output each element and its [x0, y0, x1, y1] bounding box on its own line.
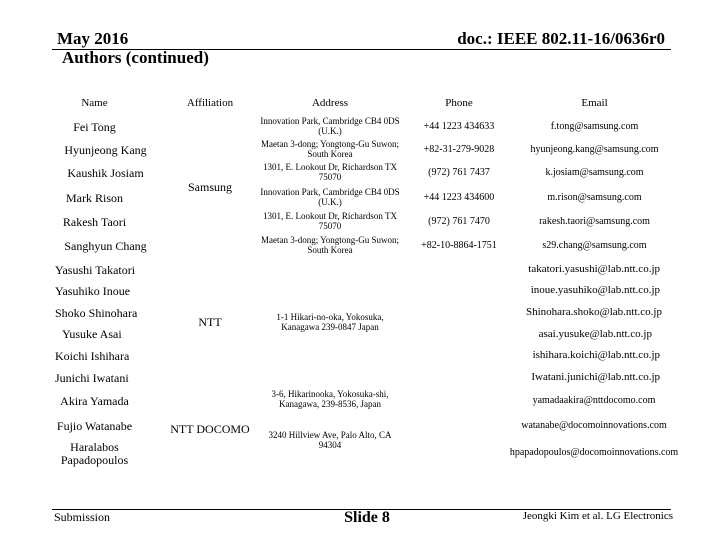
author-email: f.tong@samsung.com	[550, 121, 639, 133]
author-name: Sanghyun Chang	[64, 239, 147, 254]
author-email: watanabe@docomoinnovations.com	[521, 419, 667, 431]
author-address: 1301, E. Lookout Dr, Richardson TX 75070	[263, 162, 397, 182]
column-header-phone: Phone	[445, 97, 473, 110]
author-phone: (972) 761 7470	[428, 216, 490, 228]
author-email: Shinohara.shoko@lab.ntt.co.jp	[525, 306, 662, 319]
author-email: k.josiam@samsung.com	[545, 167, 644, 179]
author-phone: +82-31-279-9028	[423, 144, 495, 156]
author-name: Yasushi Takatori	[55, 262, 136, 277]
author-phone: +82-10-8864-1751	[421, 240, 497, 252]
author-name: Yasuhiko Inoue	[55, 283, 131, 298]
docomo-address-palo-alto: 3240 Hillview Ave, Palo Alto, CA 94304	[268, 430, 392, 450]
author-email: takatori.yasushi@lab.ntt.co.jp	[528, 263, 660, 276]
author-email: asai.yusuke@lab.ntt.co.jp	[538, 328, 652, 341]
docomo-address-japan: 3-6, Hikarinooka, Yokosuka-shi, Kanagawa, 239-8536, Japan	[271, 389, 389, 409]
author-email: s29.chang@samsung.com	[542, 240, 647, 252]
author-address: Maetan 3-dong; Yongtong-Gu Suwon; South Korea	[260, 235, 399, 255]
author-name: Akira Yamada	[60, 393, 129, 408]
author-email: ishihara.koichi@lab.ntt.co.jp	[532, 349, 660, 362]
page-title: Authors (continued)	[62, 48, 209, 67]
footer-author: Jeongki Kim et al. LG Electronics	[522, 510, 673, 522]
author-email: inoue.yasuhiko@lab.ntt.co.jp	[530, 284, 660, 297]
column-header-address: Address	[311, 97, 349, 110]
author-name: Shoko Shinohara	[55, 305, 138, 320]
author-name: Mark Rison	[66, 191, 123, 206]
column-header-affiliation: Affiliation	[186, 97, 234, 110]
footer-slide-number: Slide 8	[344, 509, 390, 526]
author-name: Koichi Ishihara	[55, 348, 130, 363]
author-email: rakesh.taori@samsung.com	[539, 216, 650, 228]
author-phone: +44 1223 434600	[423, 192, 495, 204]
header-date: May 2016	[57, 29, 129, 48]
author-address: Innovation Park, Cambridge CB4 0DS (U.K.)	[260, 187, 400, 207]
author-email: yamadaakira@nttdocomo.com	[532, 394, 656, 406]
ntt-address: 1-1 Hikari-no-oka, Yokosuka, Kanagawa 239-0847 Japan	[276, 312, 384, 332]
author-name: Hyunjeong Kang	[64, 143, 147, 158]
author-email: hyunjeong.kang@samsung.com	[530, 144, 659, 156]
author-name: Kaushik Josiam	[67, 166, 144, 181]
column-header-name: Name	[81, 97, 108, 110]
author-name: Fei Tong	[73, 120, 116, 135]
footer-submission: Submission	[54, 510, 111, 524]
author-address: 1301, E. Lookout Dr, Richardson TX 75070	[263, 211, 397, 231]
author-email: m.rison@samsung.com	[547, 192, 642, 204]
affiliation-ntt: NTT	[198, 315, 222, 330]
author-name: Haralabos Papadopoulos	[60, 440, 129, 467]
author-email: Iwatani.junichi@lab.ntt.co.jp	[531, 371, 660, 384]
author-phone: +44 1223 434633	[423, 121, 495, 133]
author-name: Fujio Watanabe	[56, 418, 133, 433]
author-name: Yusuke Asai	[62, 326, 122, 341]
author-name: Junichi Iwatani	[55, 370, 129, 385]
affiliation-samsung: Samsung	[187, 179, 232, 194]
affiliation-ntt-docomo: NTT DOCOMO	[170, 421, 250, 436]
author-address: Maetan 3-dong; Yongtong-Gu Suwon; South Korea	[260, 139, 399, 159]
document-id: doc.: IEEE 802.11-16/0636r0	[457, 29, 665, 48]
column-header-email: Email	[581, 97, 608, 110]
author-email: hpapadopoulos@docomoinnovations.com	[509, 446, 679, 458]
author-address: Innovation Park, Cambridge CB4 0DS (U.K.)	[260, 116, 400, 136]
author-name: Rakesh Taori	[62, 215, 127, 230]
author-phone: (972) 761 7437	[428, 167, 490, 179]
